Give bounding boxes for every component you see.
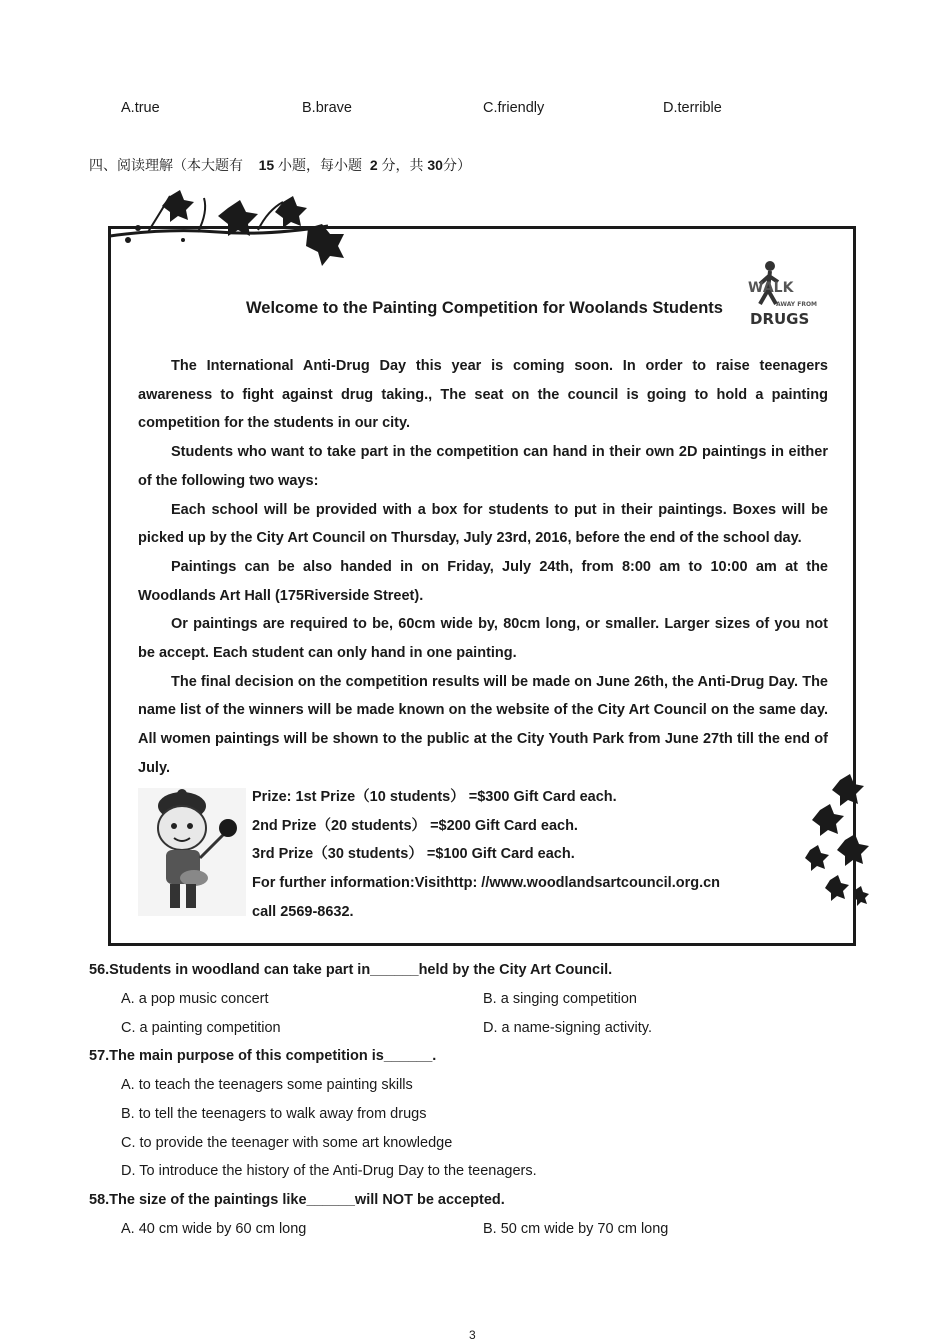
notice-paragraph: Or paintings are required to be, 60cm wide by, 80cm long, or smaller. Larger sizes of you not be accept. Each student can only hand in one painting. <box>138 616 828 662</box>
prize-first: Prize: 1st Prize（10 students） =$300 Gift Card each. <box>252 789 617 805</box>
question-57-option-b: B. to tell the teenagers to walk away from drugs <box>121 1106 427 1122</box>
notice-body <box>138 352 828 783</box>
section-suffix: 分） <box>442 157 471 173</box>
notice-paragraph: The International Anti-Drug Day this year is coming soon. In order to raise teenagers awareness to fight against drug taking., The seat on the council is going to hold a painting competition for the students in our city. <box>138 358 828 432</box>
section-prefix: 四、阅读理解（本大题有 <box>89 157 243 173</box>
question-57-option-a: A. to teach the teenagers some painting skills <box>121 1077 413 1093</box>
question-58-option-a: A. 40 cm wide by 60 cm long <box>121 1221 307 1237</box>
logo-line3: DRUGS <box>750 310 810 328</box>
prize-second: 2nd Prize（20 students） =$200 Gift Card each. <box>252 817 578 834</box>
question-57-option-c: C. to provide the teenager with some art knowledge <box>121 1135 453 1151</box>
option-a-true: A.true <box>121 100 160 116</box>
question-58-stem: 58.The size of the paintings like______will NOT be accepted. <box>89 1192 505 1208</box>
section-count: 15 <box>258 157 275 173</box>
question-58-option-b: B. 50 cm wide by 70 cm long <box>483 1221 669 1237</box>
section-points: 2 <box>369 157 378 173</box>
option-b-brave: B.brave <box>302 100 352 116</box>
question-56-option-c: C. a painting competition <box>121 1020 281 1036</box>
section-total: 30 <box>427 157 443 173</box>
prize-third: 3rd Prize（30 students） =$100 Gift Card each. <box>252 846 575 863</box>
question-56-option-b: B. a singing competition <box>483 991 637 1007</box>
walk-away-from-drugs-logo <box>746 258 818 328</box>
question-56-option-d: D. a name-signing activity. <box>483 1020 652 1036</box>
notice-paragraph: Paintings can be also handed in on Friday, July 24th, from 8:00 am to 10:00 am at the Woodlands Art Hall (175Riverside Street). <box>138 558 828 604</box>
question-56-stem: 56.Students in woodland can take part in______held by the City Art Council. <box>89 962 613 978</box>
section-mid1: 小题，每小题 <box>278 157 363 173</box>
leaves-decoration-icon <box>800 770 870 920</box>
notice-paragraph: The final decision on the competition results will be made on June 26th, the Anti-Drug Day. The name list of the winners will be made known on the website of the City Art Council on the same day. All women paintings will be shown to the public at the City Youth Park from June 27th till the end of July. <box>138 673 828 776</box>
prize-list <box>252 783 720 927</box>
contact-phone: call 2569-8632. <box>252 903 354 920</box>
section-mid2: 分，共 <box>381 157 424 173</box>
notice-paragraph: Students who want to take part in the competition can hand in their own 2D paintings in either of the following two ways: <box>138 444 828 489</box>
logo-line2: AWAY FROM <box>776 301 818 308</box>
option-d-terrible: D.terrible <box>663 100 722 116</box>
boy-painting-illustration <box>138 788 246 916</box>
notice-title: Welcome to the Painting Competition for Woolands Students <box>246 299 723 317</box>
question-57-stem: 57.The main purpose of this competition is______. <box>89 1048 437 1064</box>
question-56-option-a: A. a pop music concert <box>121 991 269 1007</box>
option-c-friendly: C.friendly <box>483 100 545 116</box>
question-57-option-d: D. To introduce the history of the Anti-Drug Day to the teenagers. <box>121 1163 537 1179</box>
page-number: 3 <box>469 1328 476 1342</box>
further-information: For further information:Visithttp: //www.woodlandsartcouncil.org.cn <box>252 875 721 892</box>
section-heading <box>89 155 471 175</box>
notice-paragraph: Each school will be provided with a box for students to put in their paintings. Boxes will be picked up by the City Art Council on Thursday, July 23rd, 2016, before the end of the school day. <box>138 501 828 547</box>
logo-line1: WALK <box>748 280 794 296</box>
